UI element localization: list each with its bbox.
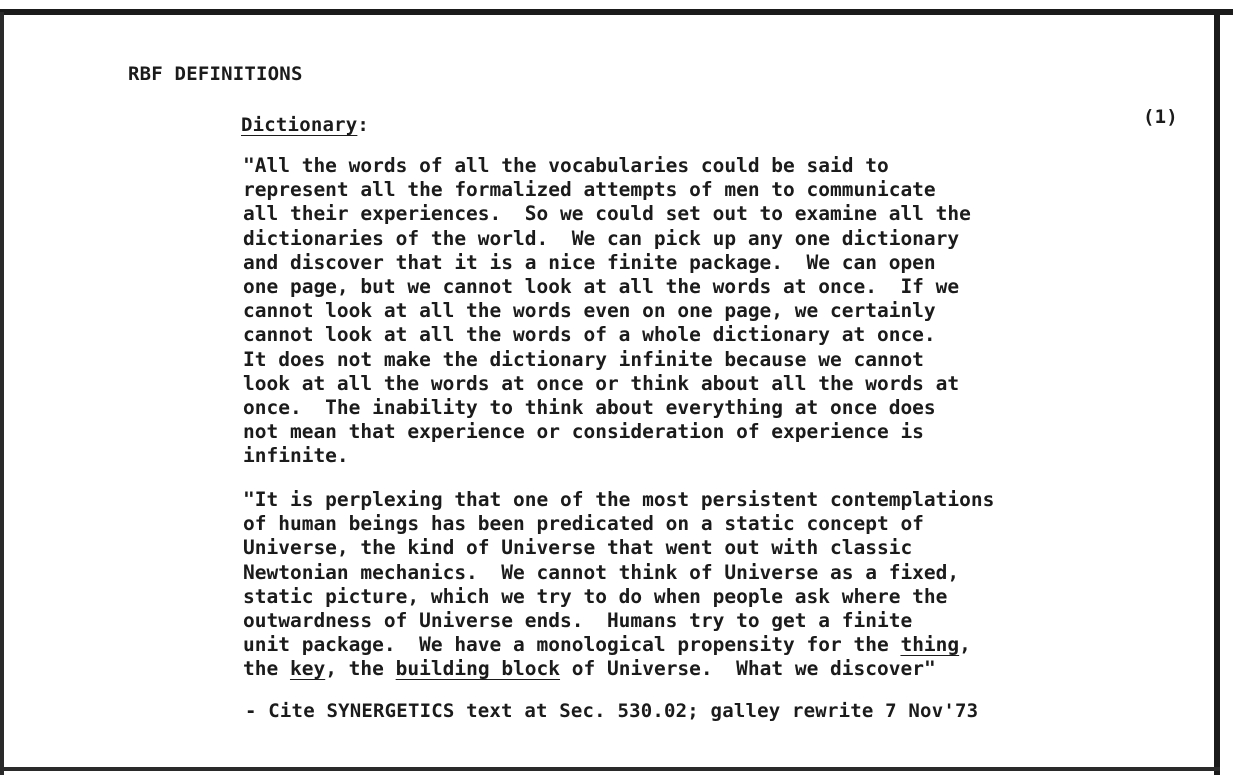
underlined-phrase-building-block: building block xyxy=(395,657,561,681)
text-line: infinite. xyxy=(243,444,349,468)
text-line xyxy=(243,633,994,657)
text-segment: , the xyxy=(325,657,396,681)
text-segment: , xyxy=(959,633,971,657)
card-top-edge xyxy=(0,9,1233,15)
card-bottom-edge xyxy=(0,767,1220,771)
text-line: "All the words of all the vocabularies could be said to xyxy=(243,154,889,177)
text-line: one page, but we cannot look at all the words at once. If we xyxy=(243,275,960,299)
text-line xyxy=(243,657,994,681)
text-line: look at all the words at once or think about all the words at xyxy=(243,371,960,395)
text-line: not mean that experience or consideration of experience is xyxy=(243,420,924,444)
text-line: and discover that it is a nice finite package. We can open xyxy=(243,250,936,274)
text-line: outwardness of Universe ends. Humans try to get a finite xyxy=(243,609,913,633)
text-line: Newtonian mechanics. We cannot think of Universe as a fixed, xyxy=(243,560,960,584)
text-line: all their experiences. So we could set out to examine all the xyxy=(243,202,971,226)
text-line: once. The inability to think about everything at once does xyxy=(243,396,936,420)
text-segment: of Universe. What we discover" xyxy=(560,657,936,681)
entry-label-colon: : xyxy=(357,114,370,136)
quote-paragraph-1 xyxy=(243,154,971,469)
document-heading: RBF DEFINITIONS xyxy=(128,63,303,85)
text-line: static picture, which we try to do when people ask where the xyxy=(243,584,948,608)
underlined-word-thing: thing xyxy=(900,633,960,657)
page-number: (1) xyxy=(1143,106,1178,128)
card-left-edge xyxy=(0,12,4,775)
citation-line: - Cite SYNERGETICS text at Sec. 530.02; galley rewrite 7 Nov'73 xyxy=(245,700,979,722)
text-segment: the xyxy=(243,657,290,681)
quote-paragraph-2 xyxy=(243,488,994,682)
entry-label xyxy=(241,114,369,136)
text-line: It does not make the dictionary infinite because we cannot xyxy=(243,347,924,371)
card-right-edge xyxy=(1214,12,1220,775)
text-segment: unit package. We have a monological propensity for the xyxy=(243,633,901,657)
text-line: dictionaries of the world. We can pick up any one dictionary xyxy=(243,226,960,250)
text-line: cannot look at all the words of a whole dictionary at once. xyxy=(243,323,936,347)
underlined-word-key: key xyxy=(289,657,326,681)
entry-label-text: Dictionary xyxy=(241,114,358,136)
text-line: represent all the formalized attempts of men to communicate xyxy=(243,178,936,202)
text-line: Universe, the kind of Universe that went out with classic xyxy=(243,536,913,560)
text-line: of human beings has been predicated on a static concept of xyxy=(243,512,924,536)
text-line: cannot look at all the words even on one page, we certainly xyxy=(243,299,936,323)
text-line: "It is perplexing that one of the most persistent contemplations xyxy=(243,488,995,511)
